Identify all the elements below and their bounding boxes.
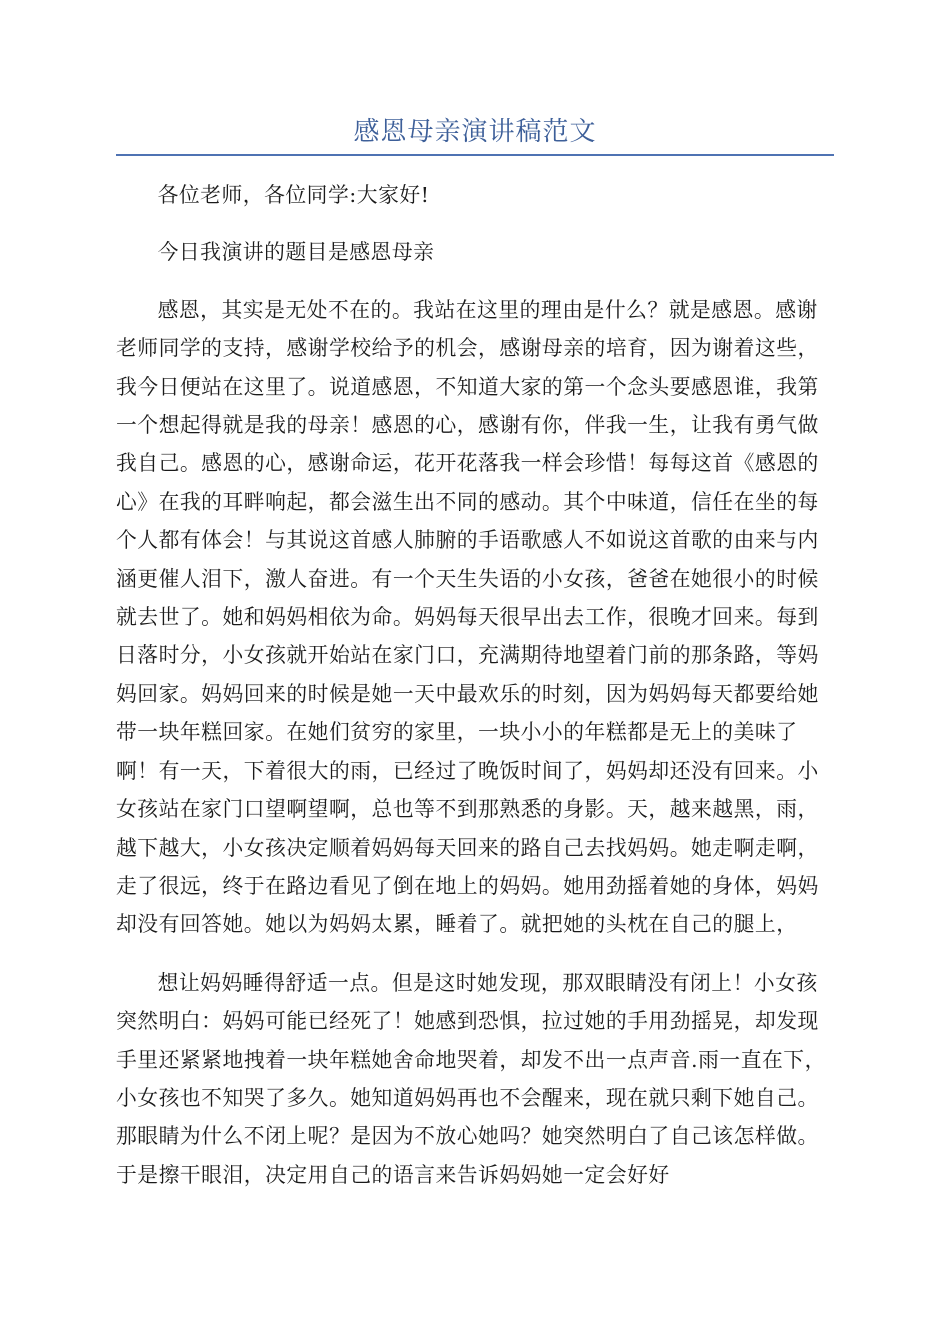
paragraph-topic: 今日我演讲的题目是感恩母亲	[157, 240, 435, 265]
document-body	[116, 176, 834, 1194]
title-underline	[116, 154, 834, 156]
paragraph-greeting: 各位老师，各位同学:大家好!	[157, 183, 430, 207]
document-title: 感恩母亲演讲稿范文	[353, 117, 597, 147]
paragraph-main: 感恩，其实是无处不在的。我站在这里的理由是什么？就是感恩。感谢老师同学的支持，感谢学校给予的机会，感谢母亲的培育，因为谢着这些，我今日便站在这里了。说道感恩，不知道大家的第一个念头要感恩谁，我第一个想起得就是我的母亲！感恩的心，感谢有你，伴我一生，让我有勇气做我自己。感恩的心，感谢命运，花开花落我一样会珍惜！每每这首《感恩的心》在我的耳畔响起，都会滋生出不同的感动。其个中味道，信任在坐的每个人都有体会！与其说这首感人肺腑的手语歌感人不如说这首歌的由来与内涵更催人泪下，激人奋进。有一个天生失语的小女孩，爸爸在她很小的时候就去世了。她和妈妈相依为命。妈妈每天很早出去工作，很晚才回来。每到日落时分，小女孩就开始站在家门口，充满期待地望着门前的那条路，等妈妈回家。妈妈回来的时候是她一天中最欢乐的时刻，因为妈妈每天都要给她带一块年糕回家。在她们贫穷的家里，一块小小的年糕都是无上的美味了啊！有一天，下着很大的雨，已经过了晚饭时间了，妈妈却还没有回来。小女孩站在家门口望啊望啊，总也等不到那熟悉的身影。天，越来越黑，雨，越下越大，小女孩决定顺着妈妈每天回来的路自己去找妈妈。她走啊走啊，走了很远，终于在路边看见了倒在地上的妈妈。她用劲摇着她的身体，妈妈却没有回答她。她以为妈妈太累，睡着了。就把她的头枕在自己的腿上，	[116, 297, 819, 937]
paragraph-continued: 想让妈妈睡得舒适一点。但是这时她发现，那双眼睛没有闭上！小女孩突然明白：妈妈可能已经死了！她感到恐惧，拉过她的手用劲摇晃，却发现手里还紧紧地拽着一块年糕她舍命地哭着，却发不出一点声音.雨一直在下，小女孩也不知哭了多久。她知道妈妈再也不会醒来，现在就只剩下她自己。那眼睛为什么不闭上呢？是因为不放心她吗？她突然明白了自己该怎样做。于是擦干眼泪，决定用自己的语言来告诉妈妈她一定会好好	[116, 970, 826, 1187]
